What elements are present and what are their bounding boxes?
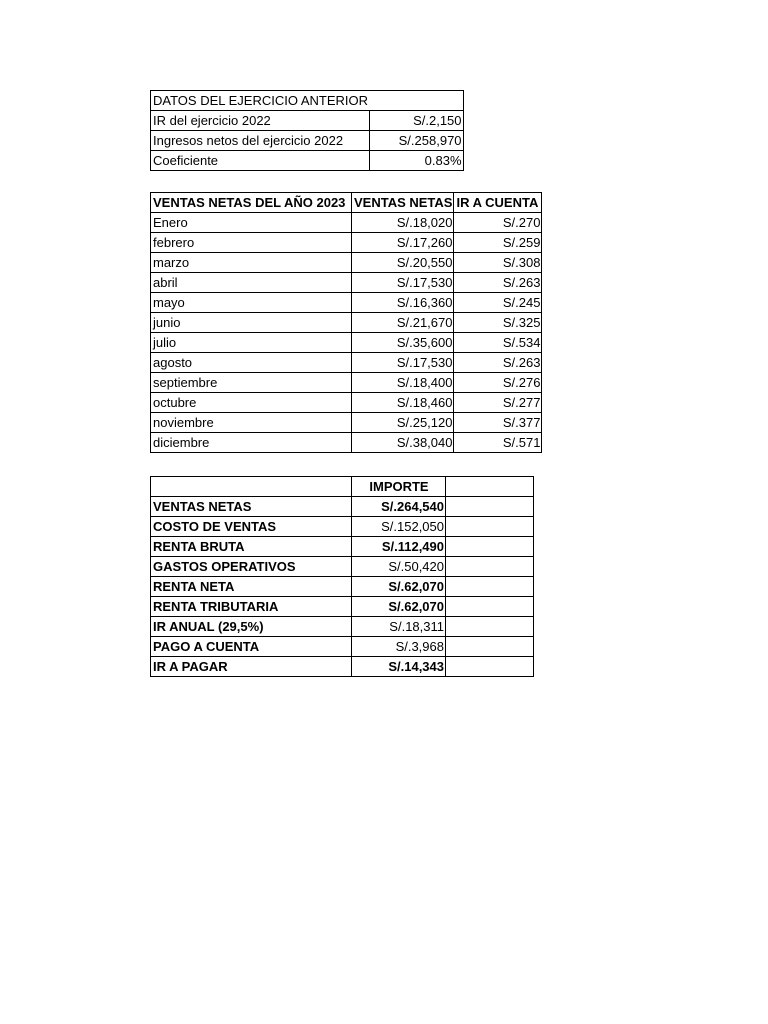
table-row xyxy=(151,293,542,313)
table-row xyxy=(151,413,542,433)
summary-extra[interactable] xyxy=(446,597,534,617)
table-row xyxy=(151,433,542,453)
previous-year-label[interactable]: IR del ejercicio 2022 xyxy=(151,111,370,131)
sales-cell[interactable]: S/.17,260 xyxy=(352,233,454,253)
table-row xyxy=(151,313,542,333)
table-row xyxy=(151,537,534,557)
month-cell[interactable]: diciembre xyxy=(151,433,352,453)
sales-cell[interactable]: S/.20,550 xyxy=(352,253,454,273)
summary-value[interactable]: S/.18,311 xyxy=(352,617,446,637)
ir-cell[interactable]: S/.571 xyxy=(454,433,542,453)
table-row xyxy=(151,393,542,413)
month-cell[interactable]: marzo xyxy=(151,253,352,273)
previous-year-table xyxy=(150,90,464,171)
summary-header-empty[interactable] xyxy=(151,477,352,497)
previous-year-value[interactable]: S/.2,150 xyxy=(369,111,463,131)
monthly-sales-table xyxy=(150,192,542,453)
month-cell[interactable]: noviembre xyxy=(151,413,352,433)
summary-value[interactable]: S/.62,070 xyxy=(352,577,446,597)
summary-label[interactable]: RENTA NETA xyxy=(151,577,352,597)
summary-value[interactable]: S/.14,343 xyxy=(352,657,446,677)
summary-header-importe[interactable]: IMPORTE xyxy=(352,477,446,497)
table-row xyxy=(151,233,542,253)
summary-label[interactable]: GASTOS OPERATIVOS xyxy=(151,557,352,577)
table-row xyxy=(151,353,542,373)
summary-label[interactable]: RENTA BRUTA xyxy=(151,537,352,557)
month-cell[interactable]: octubre xyxy=(151,393,352,413)
ir-cell[interactable]: S/.308 xyxy=(454,253,542,273)
sales-cell[interactable]: S/.17,530 xyxy=(352,273,454,293)
previous-year-title[interactable]: DATOS DEL EJERCICIO ANTERIOR xyxy=(151,91,370,111)
previous-year-label[interactable]: Ingresos netos del ejercicio 2022 xyxy=(151,131,370,151)
table-row xyxy=(151,557,534,577)
sales-cell[interactable]: S/.21,670 xyxy=(352,313,454,333)
sales-cell[interactable]: S/.25,120 xyxy=(352,413,454,433)
sales-cell[interactable]: S/.18,020 xyxy=(352,213,454,233)
month-cell[interactable]: septiembre xyxy=(151,373,352,393)
table-row xyxy=(151,497,534,517)
table-row xyxy=(151,151,464,171)
summary-value[interactable]: S/.112,490 xyxy=(352,537,446,557)
month-cell[interactable]: mayo xyxy=(151,293,352,313)
ir-cell[interactable]: S/.377 xyxy=(454,413,542,433)
summary-extra[interactable] xyxy=(446,657,534,677)
table-row xyxy=(151,273,542,293)
table-row xyxy=(151,637,534,657)
monthly-sales-header-sales[interactable]: VENTAS NETAS xyxy=(352,193,454,213)
table-row xyxy=(151,577,534,597)
monthly-sales-header-period[interactable]: VENTAS NETAS DEL AÑO 2023 xyxy=(151,193,352,213)
summary-extra[interactable] xyxy=(446,557,534,577)
summary-extra[interactable] xyxy=(446,577,534,597)
previous-year-value[interactable]: 0.83% xyxy=(369,151,463,171)
summary-value[interactable]: S/.62,070 xyxy=(352,597,446,617)
summary-extra[interactable] xyxy=(446,617,534,637)
sales-cell[interactable]: S/.35,600 xyxy=(352,333,454,353)
month-cell[interactable]: agosto xyxy=(151,353,352,373)
ir-cell[interactable]: S/.534 xyxy=(454,333,542,353)
table-row xyxy=(151,657,534,677)
previous-year-label[interactable]: Coeficiente xyxy=(151,151,370,171)
table-row xyxy=(151,597,534,617)
sales-cell[interactable]: S/.18,460 xyxy=(352,393,454,413)
summary-value[interactable]: S/.264,540 xyxy=(352,497,446,517)
previous-year-value[interactable]: S/.258,970 xyxy=(369,131,463,151)
summary-label[interactable]: IR A PAGAR xyxy=(151,657,352,677)
summary-label[interactable]: COSTO DE VENTAS xyxy=(151,517,352,537)
summary-extra[interactable] xyxy=(446,537,534,557)
summary-extra[interactable] xyxy=(446,637,534,657)
month-cell[interactable]: abril xyxy=(151,273,352,293)
summary-label[interactable]: IR ANUAL (29,5%) xyxy=(151,617,352,637)
summary-label[interactable]: VENTAS NETAS xyxy=(151,497,352,517)
ir-cell[interactable]: S/.277 xyxy=(454,393,542,413)
ir-cell[interactable]: S/.245 xyxy=(454,293,542,313)
summary-extra[interactable] xyxy=(446,517,534,537)
summary-header-row xyxy=(151,477,534,497)
ir-cell[interactable]: S/.270 xyxy=(454,213,542,233)
previous-year-title-row xyxy=(151,91,464,111)
table-row xyxy=(151,617,534,637)
summary-extra[interactable] xyxy=(446,497,534,517)
ir-cell[interactable]: S/.263 xyxy=(454,353,542,373)
month-cell[interactable]: junio xyxy=(151,313,352,333)
summary-value[interactable]: S/.50,420 xyxy=(352,557,446,577)
summary-value[interactable]: S/.3,968 xyxy=(352,637,446,657)
table-row xyxy=(151,131,464,151)
summary-header-extra[interactable] xyxy=(446,477,534,497)
monthly-sales-header-ir[interactable]: IR A CUENTA xyxy=(454,193,542,213)
month-cell[interactable]: julio xyxy=(151,333,352,353)
ir-cell[interactable]: S/.276 xyxy=(454,373,542,393)
ir-cell[interactable]: S/.259 xyxy=(454,233,542,253)
summary-label[interactable]: RENTA TRIBUTARIA xyxy=(151,597,352,617)
ir-cell[interactable]: S/.263 xyxy=(454,273,542,293)
sales-cell[interactable]: S/.16,360 xyxy=(352,293,454,313)
sales-cell[interactable]: S/.18,400 xyxy=(352,373,454,393)
monthly-sales-header-row xyxy=(151,193,542,213)
previous-year-title-empty[interactable] xyxy=(369,91,463,111)
ir-cell[interactable]: S/.325 xyxy=(454,313,542,333)
month-cell[interactable]: febrero xyxy=(151,233,352,253)
summary-table xyxy=(150,476,534,677)
month-cell[interactable]: Enero xyxy=(151,213,352,233)
summary-value[interactable]: S/.152,050 xyxy=(352,517,446,537)
table-row xyxy=(151,253,542,273)
table-row xyxy=(151,213,542,233)
table-row xyxy=(151,373,542,393)
table-row xyxy=(151,111,464,131)
sales-cell[interactable]: S/.38,040 xyxy=(352,433,454,453)
sales-cell[interactable]: S/.17,530 xyxy=(352,353,454,373)
table-row xyxy=(151,517,534,537)
table-row xyxy=(151,333,542,353)
summary-label[interactable]: PAGO A CUENTA xyxy=(151,637,352,657)
